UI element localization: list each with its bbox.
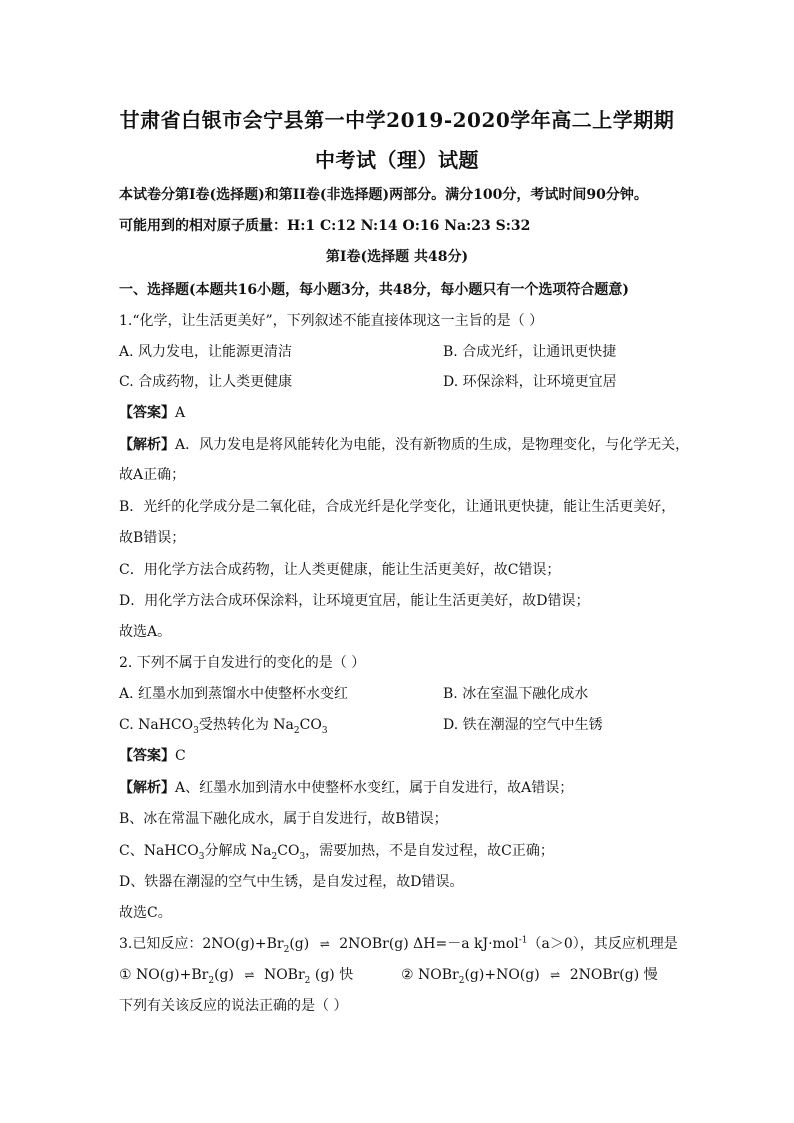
answer-value: A [175, 405, 186, 421]
q2-option-d: D. 铁在潮湿的空气中生锈 [443, 717, 603, 733]
q2-conclusion: 故选C。 [119, 905, 172, 921]
q2-stem: 2. 下列不属于自发进行的变化的是（ ） [119, 655, 366, 671]
q2-option-c: C. NaHCO$_3$受热转化为 $Na_2CO_3$ [119, 717, 328, 736]
q1-answer [119, 403, 185, 423]
q1-analysis-1: 【解析】A．风力发电是将风能转化为电能，没有新物质的生成，是物理变化，与化学无关， [119, 437, 690, 453]
doc-title-line2: 中考试（理）试题 [315, 148, 479, 172]
q3-step-1: ① $NO(g)+Br_2(g)$ ⇌ NOBr$_2$ (g) 快 [119, 967, 354, 986]
q1-option-b: B. 合成光纤，让通讯更快捷 [443, 344, 617, 360]
q2-answer [119, 746, 186, 766]
q1-option-a: A. 风力发电，让能源更清洁 [119, 344, 293, 360]
q3-question: 下列有关该反应的说法正确的是（ ） [119, 998, 348, 1014]
q2-analysis-4: D、铁器在潮湿的空气中生锈，是自发过程，故D错误。 [119, 874, 464, 890]
q1-analysis-4: 故B错误； [119, 530, 186, 546]
analysis-label: 【解析】 [119, 780, 175, 796]
q1-analysis-2: 故A正确； [119, 467, 186, 483]
equilibrium-arrow-icon: ⇌ [550, 968, 560, 982]
q3-stem: 3.已知反应：$2NO(g)+Br_2(g)$ ⇌ 2NOBr(g) ΔH=－a kJ·mol$^{-1}$（a＞0），其反应机理是 [119, 935, 678, 955]
q1-option-c: C. 合成药物，让人类更健康 [119, 374, 293, 390]
section-title: 第I卷(选择题 共48分) [325, 249, 469, 265]
q1-stem: 1.“化学，让生活更美好”，下列叙述不能直接体现这一主旨的是（ ） [119, 313, 544, 329]
q1-analysis-6: D．用化学方法合成环保涂料，让环境更宜居，能让生活更美好，故D错误； [119, 593, 590, 609]
q1-option-d: D. 环保涂料，让环境更宜居 [443, 374, 617, 390]
answer-label: 【答案】 [119, 405, 175, 421]
q2-option-a: A. 红墨水加到蒸馏水中使整杯水变红 [119, 686, 349, 702]
q2-analysis-2: B、冰在常温下融化成水，属于自发进行，故B错误； [119, 811, 448, 827]
q2-option-b: B. 冰在室温下融化成水 [443, 686, 589, 702]
q2-analysis-1: 【解析】A、红墨水加到清水中使整杯水变红，属于自发进行，故A错误； [119, 780, 574, 796]
q1-analysis-3: B．光纤的化学成分是二氧化硅，合成光纤是化学变化，让通讯更快捷，能让生活更美好， [119, 499, 676, 515]
q3-step-2: ② NOBr$_2$(g)+NO(g) ⇌ 2NOBr(g) 慢 [401, 967, 658, 986]
q1-conclusion: 故选A。 [119, 624, 172, 640]
atomic-masses: 可能用到的相对原子质量：H:1 C:12 N:14 O:16 Na:23 S:32 [119, 218, 531, 234]
part-heading: 一、选择题(本题共16小题，每小题3分，共48分，每小题只有一个选项符合题意) [119, 282, 629, 298]
analysis-label: 【解析】 [119, 437, 175, 453]
q2-analysis-3: C、NaHCO$_3$分解成 $Na_2CO_3$，需要加热，不是自发过程，故C正确； [119, 843, 554, 862]
answer-label: 【答案】 [119, 748, 175, 764]
equilibrium-arrow-icon: ⇌ [244, 968, 254, 982]
q1-analysis-5: C．用化学方法合成药物，让人类更健康，能让生活更美好，故C错误； [119, 562, 561, 578]
doc-title-line1: 甘肃省白银市会宁县第一中学2019-2020学年高二上学期期 [119, 108, 675, 132]
doc-intro: 本试卷分第I卷(选择题)和第II卷(非选择题)两部分。满分100分，考试时间90分钟。 [119, 187, 648, 203]
equilibrium-arrow-icon: ⇌ [319, 937, 329, 951]
answer-value: C [175, 748, 186, 764]
